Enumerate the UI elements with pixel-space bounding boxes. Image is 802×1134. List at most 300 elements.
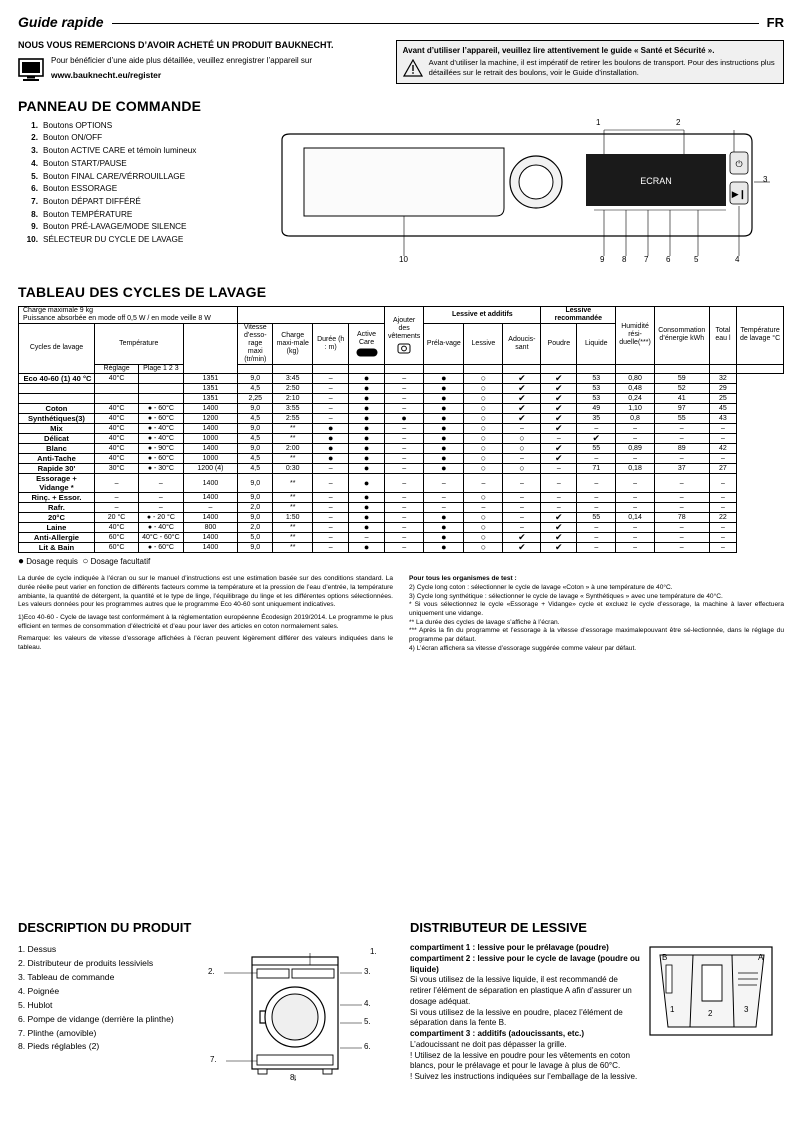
cell-energy: – xyxy=(616,543,655,553)
cycle-name: Délicat xyxy=(19,434,95,444)
cycle-name: Coton xyxy=(19,404,95,414)
cell-energy: 0,18 xyxy=(616,464,655,474)
list-item: 6. Pompe de vidange (derrière la plinthe) xyxy=(18,1013,174,1024)
cell-wash: ● xyxy=(424,374,464,384)
cell-energy: – xyxy=(616,523,655,533)
cell-add: ● xyxy=(349,374,385,384)
cell-activecare: ● xyxy=(313,434,349,444)
cell-wash: ● xyxy=(424,424,464,434)
cell-wash: ● xyxy=(424,444,464,454)
cell-reglage: 40°C xyxy=(94,404,138,414)
cell-humidity: 35 xyxy=(577,414,616,424)
cell-water: – xyxy=(654,493,709,503)
cell-prewash: – xyxy=(384,394,423,404)
cell-powder: – xyxy=(503,513,541,523)
cell-reglage: 40°C xyxy=(94,414,138,424)
cell-wtemp: 27 xyxy=(709,464,736,474)
list-item xyxy=(18,221,268,234)
cell-plage: – xyxy=(139,493,183,503)
cycle-table-title: TABLEAU DES CYCLES DE LAVAGE xyxy=(18,283,267,300)
cell-spin: 1400 xyxy=(183,513,238,523)
hdr-spin: Vitesse d’esso-rage maxi (tr/min) xyxy=(238,323,273,364)
callout-2: 2 xyxy=(676,117,681,127)
cell-humidity: – xyxy=(577,533,616,543)
cell-duration: ** xyxy=(273,533,313,543)
page-header xyxy=(18,14,784,30)
cell-powder: ✔ xyxy=(503,394,541,404)
cell-energy: 0,14 xyxy=(616,513,655,523)
cell-plage: ● - 40°C xyxy=(139,424,183,434)
cell-prewash: – xyxy=(384,493,423,503)
cell-softener: ○ xyxy=(464,523,503,533)
hdr-active-care xyxy=(349,323,385,364)
cell-wash: ● xyxy=(424,454,464,464)
table-row xyxy=(19,414,784,424)
cell-humidity: – xyxy=(577,543,616,553)
prod-callout-6: 6. xyxy=(364,1042,371,1051)
cell-energy: 0,8 xyxy=(616,414,655,424)
cell-prewash: – xyxy=(384,454,423,464)
cell-water: – xyxy=(654,474,709,493)
register-url[interactable]: www.bauknecht.eu/register xyxy=(51,69,162,80)
callout-8: 8 xyxy=(622,254,627,264)
cycle-name: Essorage + Vidange * xyxy=(19,474,95,493)
cell-plage: ● - 40°C xyxy=(139,434,183,444)
cell-spin: 1200 (4) xyxy=(183,464,238,474)
hdr-water: Total eau l xyxy=(709,306,736,364)
cell-wash: ● xyxy=(424,533,464,543)
prod-callout-2: 2. xyxy=(208,967,215,976)
cell-energy: – xyxy=(616,454,655,464)
list-item xyxy=(18,196,268,209)
cell-activecare: – xyxy=(313,384,349,394)
cycle-name: 20°C xyxy=(19,513,95,523)
cell-wash: – xyxy=(424,474,464,493)
cell-energy: 0,24 xyxy=(616,394,655,404)
cell-prewash: – xyxy=(384,404,423,414)
intro-section xyxy=(18,40,784,84)
cell-load: 9,0 xyxy=(238,493,273,503)
product-description-title: DESCRIPTION DU PRODUIT xyxy=(18,920,192,935)
control-panel-title: PANNEAU DE COMMANDE xyxy=(18,97,202,114)
cell-add: ● xyxy=(349,434,385,444)
cycle-name xyxy=(19,384,95,394)
cell-wtemp: – xyxy=(709,474,736,493)
cell-spin: 1400 xyxy=(183,533,238,543)
cell-add: ● xyxy=(349,503,385,513)
table-row xyxy=(19,474,784,493)
cell-plage: ● - 60°C xyxy=(139,543,183,553)
table-row xyxy=(19,374,784,384)
cell-activecare: ● xyxy=(313,454,349,464)
cell-load: 2,25 xyxy=(238,394,273,404)
cycle-name xyxy=(19,394,95,404)
list-item xyxy=(18,145,268,158)
tip-instructions: ! Suivez les instructions indiquées sur l’emballage de la lessive. xyxy=(410,1072,638,1081)
cell-water: 41 xyxy=(654,394,709,404)
cell-water: 78 xyxy=(654,513,709,523)
register-text-block xyxy=(51,56,312,82)
cell-powder: ○ xyxy=(503,444,541,454)
cell-load: 9,0 xyxy=(238,374,273,384)
cell-wash: ● xyxy=(424,434,464,444)
list-item xyxy=(18,120,268,133)
control-panel-section xyxy=(18,117,784,270)
cell-activecare: – xyxy=(313,474,349,493)
list-item xyxy=(18,209,268,222)
cell-reglage: – xyxy=(94,493,138,503)
detergent-dispenser-section xyxy=(410,920,784,1083)
cell-spin: 1400 xyxy=(183,444,238,454)
dispenser-instructions xyxy=(410,943,640,1083)
cell-liquid: ✔ xyxy=(541,374,577,384)
cell-wtemp: 32 xyxy=(709,374,736,384)
cell-water: – xyxy=(654,454,709,464)
cell-liquid: – xyxy=(541,474,577,493)
cell-humidity: 53 xyxy=(577,374,616,384)
cell-humidity: 55 xyxy=(577,444,616,454)
cell-add: ● xyxy=(349,474,385,493)
cell-add: ● xyxy=(349,384,385,394)
table-row xyxy=(19,454,784,464)
cell-load: 9,0 xyxy=(238,444,273,454)
cell-softener: ○ xyxy=(464,454,503,464)
list-item xyxy=(18,234,268,247)
prod-callout-3: 3. xyxy=(364,967,371,976)
prod-callout-7: 7. xyxy=(210,1055,217,1064)
item-label: SÉLECTEUR DU CYCLE DE LAVAGE xyxy=(43,235,184,245)
bottom-section xyxy=(18,920,784,1083)
cell-wash: ● xyxy=(424,543,464,553)
item-label: Bouton DÉPART DIFFÉRÉ xyxy=(43,196,141,206)
capacity-line-1: Charge maximale 9 kg xyxy=(23,306,94,314)
cell-duration: 3:45 xyxy=(273,374,313,384)
cycle-extra: (3) xyxy=(75,414,85,424)
cell-liquid: – xyxy=(541,503,577,513)
cell-plage: ● - 60°C xyxy=(139,414,183,424)
cell-softener: – xyxy=(464,474,503,493)
cell-softener: ○ xyxy=(464,513,503,523)
cell-wtemp: 43 xyxy=(709,414,736,424)
item-label: Bouton ON/OFF xyxy=(43,133,103,143)
cell-humidity: – xyxy=(577,474,616,493)
cell-softener: ○ xyxy=(464,543,503,553)
cell-plage: 40°C - 60°C xyxy=(139,533,183,543)
cell-reglage xyxy=(94,384,138,394)
cell-reglage: 40°C xyxy=(94,523,138,533)
cell-load: 9,0 xyxy=(238,513,273,523)
cell-prewash: – xyxy=(384,543,423,553)
cell-wtemp: – xyxy=(709,454,736,464)
cell-reglage: 20 °C xyxy=(94,513,138,523)
cell-softener: ○ xyxy=(464,414,503,424)
detergent-dispenser-title: DISTRIBUTEUR DE LESSIVE xyxy=(410,920,587,935)
cell-wtemp: – xyxy=(709,493,736,503)
list-item: 4. Poignée xyxy=(18,985,60,996)
cell-duration: 3:55 xyxy=(273,404,313,414)
cell-add: ● xyxy=(349,523,385,533)
item-label: Boutons OPTIONS xyxy=(43,120,113,130)
cycle-name: Mix xyxy=(19,424,95,434)
table-row xyxy=(19,404,784,414)
dispenser-figure xyxy=(646,943,776,1083)
footnote-eco: 1)Eco 40-60 - Cycle de lavage test conformément à la réglementation européenne Écodesign 2019/2014. Le programme le plus efficient en termes de consommation d’électricité et d’eau pour laver des articles en coton normalement sales. xyxy=(18,613,393,630)
list-item xyxy=(18,183,268,196)
cell-energy: 0,80 xyxy=(616,374,655,384)
cell-prewash: – xyxy=(384,533,423,543)
cell-plage xyxy=(139,394,183,404)
list-item: 1. Dessus xyxy=(18,944,57,954)
cell-plage: ● - 30°C xyxy=(139,464,183,474)
item-number: 10. xyxy=(26,235,38,245)
cell-water: 59 xyxy=(654,374,709,384)
item-number: 9. xyxy=(31,222,38,232)
cell-liquid: ✔ xyxy=(541,523,577,533)
cell-water: – xyxy=(654,543,709,553)
cell-add: ● xyxy=(349,454,385,464)
cell-water: 55 xyxy=(654,414,709,424)
cell-add: ● xyxy=(349,424,385,434)
label-a: A xyxy=(758,953,764,962)
cell-powder: – xyxy=(503,493,541,503)
footnote-2: 2) Cycle long coton : sélectionner le cycle de lavage «Coton » à une température de 40°C. xyxy=(409,583,673,591)
hdr-energy: Consommation d’énergie kWh xyxy=(654,306,709,364)
cell-liquid: ✔ xyxy=(541,513,577,523)
hdr-wash: Lessive xyxy=(464,323,503,364)
thanks-title: NOUS VOUS REMERCIONS D’AVOIR ACHETÉ UN PRODUIT BAUKNECHT. xyxy=(18,40,334,50)
footnotes-left xyxy=(18,575,393,653)
hdr-cycles: Cycles de lavage xyxy=(19,323,95,373)
cell-reglage: 40°C xyxy=(94,454,138,464)
cell-softener: ○ xyxy=(464,434,503,444)
capacity-line-2: Puissance absorbée en mode off 0,5 W / en mode veille 8 W xyxy=(23,314,211,322)
cell-energy: – xyxy=(616,503,655,513)
cell-spin: 1351 xyxy=(183,384,238,394)
list-item xyxy=(18,132,268,145)
cell-powder: ✔ xyxy=(503,404,541,414)
hdr-temperature: Température xyxy=(94,323,183,364)
cell-activecare: – xyxy=(313,513,349,523)
product-figure xyxy=(204,943,384,1083)
cycle-name: Anti-Allergie xyxy=(19,533,95,543)
hdr-humidity: Humidité rési-duelle(***) xyxy=(616,306,655,364)
cell-water: 97 xyxy=(654,404,709,414)
cell-wash: ● xyxy=(424,414,464,424)
cell-wash: ● xyxy=(424,464,464,474)
cell-activecare: ● xyxy=(313,424,349,434)
cell-softener: – xyxy=(464,503,503,513)
cell-load: 9,0 xyxy=(238,474,273,493)
cell-powder: – xyxy=(503,424,541,434)
cell-humidity: ✔ xyxy=(577,434,616,444)
cell-water: – xyxy=(654,424,709,434)
hdr-detergent-group: Lessive et additifs xyxy=(424,306,541,323)
cell-load: 4,5 xyxy=(238,384,273,394)
cell-activecare: ● xyxy=(313,444,349,454)
cell-prewash: – xyxy=(384,434,423,444)
list-item: 5. Hublot xyxy=(18,999,53,1010)
cycle-name: Blanc xyxy=(19,444,95,454)
cell-liquid: – xyxy=(541,434,577,444)
cell-add: ● xyxy=(349,464,385,474)
cell-activecare: – xyxy=(313,374,349,384)
cell-activecare: – xyxy=(313,503,349,513)
hdr-wash-temp: Température de lavage °C xyxy=(737,306,784,364)
cell-humidity: 53 xyxy=(577,394,616,404)
hdr-recommended-group: Lessive recommandée xyxy=(541,306,616,323)
control-panel-list xyxy=(18,120,268,270)
cell-activecare: – xyxy=(313,543,349,553)
cell-duration: ** xyxy=(273,434,313,444)
cell-spin: 1351 xyxy=(183,394,238,404)
cell-spin: 1351 xyxy=(183,374,238,384)
footnotes-right xyxy=(409,575,784,653)
wash-cycle-table xyxy=(18,306,784,553)
cell-add: ● xyxy=(349,513,385,523)
cell-reglage: 40°C xyxy=(94,424,138,434)
callout-7: 7 xyxy=(644,254,649,264)
compartment-3-label: compartiment 3 : additifs (adoucissants, etc.) xyxy=(410,1029,585,1038)
table-row xyxy=(19,434,784,444)
cell-softener: ○ xyxy=(464,493,503,503)
cell-spin: 1000 xyxy=(183,434,238,444)
cell-spin: – xyxy=(183,503,238,513)
cell-load: 2,0 xyxy=(238,523,273,533)
cell-duration: ** xyxy=(273,503,313,513)
cell-water: 89 xyxy=(654,444,709,454)
item-number: 7. xyxy=(31,196,38,206)
cell-plage: – xyxy=(139,474,183,493)
cell-wash: – xyxy=(424,503,464,513)
cell-duration: ** xyxy=(273,424,313,434)
cell-duration: 2:50 xyxy=(273,384,313,394)
item-number: 4. xyxy=(31,158,38,168)
legend-optional: Dosage facultatif xyxy=(90,557,151,567)
cell-load: 4,5 xyxy=(238,414,273,424)
cell-prewash: – xyxy=(384,513,423,523)
item-label: Bouton ESSORAGE xyxy=(43,184,118,194)
footnote-test-title: Pour tous les organismes de test : xyxy=(409,575,517,583)
cell-plage: – xyxy=(139,503,183,513)
hdr-prewash: Préla-vage xyxy=(424,323,464,364)
cell-powder: – xyxy=(503,503,541,513)
cell-powder: ✔ xyxy=(503,384,541,394)
powder-detergent-note: Si vous utilisez de la lessive en poudre, placez l’élément de séparation dans la fente B. xyxy=(410,1007,623,1028)
cell-wash: ● xyxy=(424,523,464,533)
cycle-extra: 40 °C xyxy=(72,374,92,384)
safety-warning-box xyxy=(396,40,784,84)
callout-1: 1 xyxy=(596,117,601,127)
callout-3: 3 xyxy=(763,174,768,184)
item-label: Bouton START/PAUSE xyxy=(43,158,127,168)
cell-humidity: 55 xyxy=(577,513,616,523)
cell-softener: ○ xyxy=(464,384,503,394)
prod-callout-5: 5. xyxy=(364,1017,371,1026)
cell-energy: – xyxy=(616,424,655,434)
cell-duration: 1:50 xyxy=(273,513,313,523)
cell-plage: ● - 60°C xyxy=(139,454,183,464)
hdr-reglage: Réglage xyxy=(94,365,138,374)
cell-spin: 1400 xyxy=(183,543,238,553)
list-item xyxy=(18,158,268,171)
callout-4: 4 xyxy=(735,254,740,264)
cell-softener: ○ xyxy=(464,444,503,454)
cell-liquid: ✔ xyxy=(541,444,577,454)
cell-liquid: ✔ xyxy=(541,404,577,414)
cell-plage: ● - 40°C xyxy=(139,523,183,533)
cell-duration: 2:00 xyxy=(273,444,313,454)
cell-humidity: 49 xyxy=(577,404,616,414)
hdr-powder: Poudre xyxy=(541,323,577,364)
cell-duration: 0:30 xyxy=(273,464,313,474)
cell-duration: ** xyxy=(273,523,313,533)
footnote-star: * Si vous sélectionnez le cycle «Essorage + Vidange» cycle et excluez le cycle d’essorage, la machine à laver effectuera uniquement une vidange. xyxy=(409,601,784,617)
tip-powder: ! Utilisez de la lessive en poudre pour les vêtements en coton blancs, pour le prélavage et pour le lavage à plus de 60°C. xyxy=(410,1050,631,1071)
cell-water: 37 xyxy=(654,464,709,474)
cell-add: ● xyxy=(349,414,385,424)
cell-load: 5,0 xyxy=(238,533,273,543)
label-compartment-3: 3 xyxy=(744,1005,749,1014)
cell-liquid: ✔ xyxy=(541,394,577,404)
cell-powder: ✔ xyxy=(503,533,541,543)
callout-5: 5 xyxy=(694,254,699,264)
item-number: 6. xyxy=(31,184,38,194)
item-number: 3. xyxy=(31,146,38,156)
item-label: Bouton ACTIVE CARE et témoin lumineux xyxy=(43,146,197,156)
cell-add: ● xyxy=(349,394,385,404)
cell-spin: 800 xyxy=(183,523,238,533)
table-row xyxy=(19,464,784,474)
cell-energy: 0,48 xyxy=(616,384,655,394)
cell-water: 52 xyxy=(654,384,709,394)
cell-wash: ● xyxy=(424,513,464,523)
label-compartment-1: 1 xyxy=(670,1005,675,1014)
cell-humidity: – xyxy=(577,454,616,464)
cell-prewash: – xyxy=(384,374,423,384)
cell-softener: ○ xyxy=(464,394,503,404)
warning-triangle-icon xyxy=(403,59,423,78)
label-compartment-2: 2 xyxy=(708,1009,713,1018)
cell-softener: ○ xyxy=(464,404,503,414)
cell-spin: 1400 xyxy=(183,493,238,503)
cycle-name: Rinç. + Essor. xyxy=(19,493,95,503)
softener-note: L’adoucissant ne doit pas dépasser la grille. xyxy=(410,1039,567,1049)
compartment-2-label: compartiment 2 : lessive pour le cycle de lavage (poudre ou liquide) xyxy=(410,953,640,974)
table-row xyxy=(19,533,784,543)
table-row xyxy=(19,424,784,434)
cell-energy: – xyxy=(616,474,655,493)
footnote-duration: La durée de cycle indiquée à l’écran ou sur le manuel d’instructions est une estimation basée sur des conditions standard. La durée réelle peut varier en fonction de différents facteurs comme la température et la pression de l’eau d’entrée, la température ambiante, la quantité de détergent, la quantité et le type de linge, l’équilibrage du linge et les différentes options sélectionnées. Les valeurs données pour les programmes autres que le programme Eco 40-60 sont uniquement indicatives. xyxy=(18,575,393,609)
product-description-section xyxy=(18,920,392,1083)
item-label: Bouton PRÉ-LAVAGE/MODE SILENCE xyxy=(43,222,187,232)
item-number: 1. xyxy=(31,120,38,130)
cell-prewash: – xyxy=(384,474,423,493)
cycle-name: Lit & Bain xyxy=(19,543,95,553)
cell-reglage: – xyxy=(94,503,138,513)
cell-add: ● xyxy=(349,493,385,503)
cell-reglage: 40°C xyxy=(94,434,138,444)
cell-wtemp: – xyxy=(709,533,736,543)
cell-plage: ● - 20 °C xyxy=(139,513,183,523)
hdr-plage: Plage 1 2 3 xyxy=(139,365,183,374)
cell-plage xyxy=(139,384,183,394)
hdr-add-garments: Ajouter des vêtements xyxy=(387,316,421,340)
cell-wtemp: 29 xyxy=(709,384,736,394)
cell-activecare: – xyxy=(313,464,349,474)
cell-load: 4,5 xyxy=(238,434,273,444)
cell-powder: – xyxy=(503,474,541,493)
cell-powder: ✔ xyxy=(503,374,541,384)
